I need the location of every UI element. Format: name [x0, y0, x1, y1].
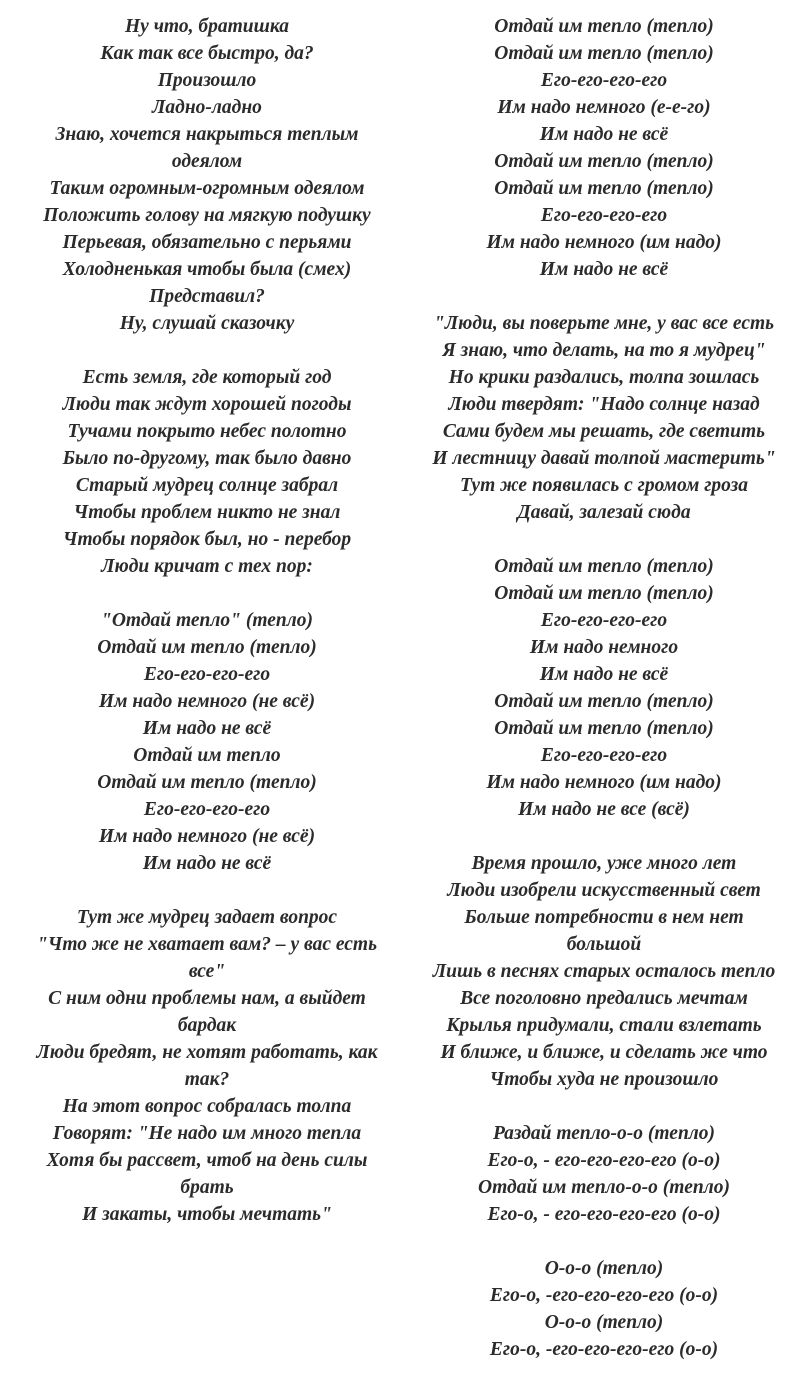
lyric-line: Отдай им тепло (тепло)	[494, 556, 714, 577]
lyric-line: Говорят: "Не надо им много тепла	[52, 1123, 362, 1144]
lyric-line: Сами будем мы решать, где светить	[442, 421, 766, 442]
lyric-line: Люди изобрели искусственный свет	[447, 880, 761, 901]
lyric-line: О-о-о (тепло)	[544, 1258, 664, 1279]
lyric-line: Произошло	[157, 70, 257, 91]
lyric-line: Как так все быстро, да?	[100, 43, 314, 64]
lyric-line: Отдай им тепло (тепло)	[494, 718, 714, 739]
lyric-line: Отдай им тепло (тепло)	[494, 583, 714, 604]
lyric-line: Его-его-его-его	[143, 799, 271, 820]
lyric-line: Им надо немного (им надо)	[486, 232, 722, 253]
lyric-line: И лестницу давай толпой мастерить"	[432, 448, 776, 469]
lyric-line: Было по-другому, так было давно	[62, 448, 352, 469]
stanza-break	[408, 823, 800, 850]
lyric-line: Его-его-его-его	[540, 70, 668, 91]
lyric-line: Тут же мудрец задает вопрос	[76, 907, 338, 928]
lyric-line: Отдай им тепло (тепло)	[97, 772, 317, 793]
lyric-line: Хотя бы рассвет, чтоб на день силы	[46, 1150, 368, 1171]
lyrics-column-right	[408, 13, 800, 1363]
lyric-line: Им надо не всё	[142, 718, 272, 739]
lyric-line: Им надо не всё	[142, 853, 272, 874]
lyric-line: И закаты, чтобы мечтать"	[82, 1204, 332, 1225]
lyric-line: брать	[180, 1177, 234, 1198]
lyric-line: О-о-о (тепло)	[544, 1312, 664, 1333]
lyric-line: Лишь в песнях старых осталось тепло	[432, 961, 776, 982]
stanza-break	[408, 1228, 800, 1255]
lyric-line: Больше потребности в нем нет	[464, 907, 744, 928]
lyric-line: Его-его-его-его	[540, 205, 668, 226]
lyric-line: Люди бредят, не хотят работать, как	[36, 1042, 378, 1063]
lyric-line: Ну что, братишка	[125, 16, 289, 37]
lyric-line: Тут же появилась с громом гроза	[459, 475, 748, 496]
lyric-line: Отдай им тепло (тепло)	[494, 16, 714, 37]
lyric-line: Его-его-его-его	[540, 610, 668, 631]
lyric-line: Ладно-ладно	[152, 97, 262, 118]
stanza-break	[12, 877, 402, 904]
lyric-line: Им надо немного	[529, 637, 679, 658]
lyric-line: все"	[188, 961, 226, 982]
lyric-line: Отдай им тепло	[133, 745, 281, 766]
lyric-line: Но крики раздались, толпа зошлась	[448, 367, 760, 388]
lyric-line: Давай, залезай сюда	[517, 502, 691, 523]
lyric-line: Отдай им тепло (тепло)	[494, 151, 714, 172]
lyric-line: Чтобы порядок был, но - перебор	[62, 529, 352, 550]
lyric-line: Его-о, -его-его-его-его (о-о)	[489, 1339, 719, 1360]
lyric-line: бардак	[177, 1015, 237, 1036]
lyric-line: Его-его-его-его	[143, 664, 271, 685]
lyric-line: Люди так ждут хорошей погоды	[62, 394, 352, 415]
lyric-line: Отдай им тепло-о-о (тепло)	[478, 1177, 730, 1198]
lyric-line: Им надо не всё	[539, 664, 669, 685]
lyric-line: одеялом	[171, 151, 243, 172]
lyric-line: Им надо не всё	[539, 124, 669, 145]
lyric-line: Люди твердят: "Надо солнце назад	[448, 394, 760, 415]
lyric-line: Крылья придумали, стали взлетать	[446, 1015, 762, 1036]
lyric-line: Знаю, хочется накрыться теплым	[55, 124, 359, 145]
lyric-line: Им надо немного (е-е-го)	[497, 97, 711, 118]
lyric-line: так?	[184, 1069, 230, 1090]
lyric-line: большой	[566, 934, 642, 955]
lyric-line: Таким огромным-огромным одеялом	[49, 178, 365, 199]
lyric-line: Ну, слушай сказочку	[119, 313, 295, 334]
lyric-line: Его-о, - его-его-его-его (о-о)	[487, 1150, 721, 1171]
stanza-break	[12, 580, 402, 607]
lyric-line: Им надо немного (не всё)	[98, 691, 316, 712]
lyric-line: И ближе, и ближе, и сделать же что	[440, 1042, 768, 1063]
stanza-break	[408, 1093, 800, 1120]
lyric-line: Его-его-его-его	[540, 745, 668, 766]
lyric-line: Чтобы худа не произошло	[489, 1069, 719, 1090]
lyric-line: Время прошло, уже много лет	[471, 853, 737, 874]
lyric-line: Все поголовно предались мечтам	[460, 988, 748, 1009]
stanza-break	[408, 526, 800, 553]
lyric-line: На этот вопрос собралась толпа	[62, 1096, 352, 1117]
lyric-line: Им надо не всё	[539, 259, 669, 280]
lyric-line: Им надо немного (не всё)	[98, 826, 316, 847]
lyric-line: "Что же не хватает вам? – у вас есть	[36, 934, 378, 955]
lyric-line: С ним одни проблемы нам, а выйдет	[48, 988, 366, 1009]
lyric-line: Раздай тепло-о-о (тепло)	[492, 1123, 716, 1144]
lyric-line: Его-о, - его-его-его-его (о-о)	[487, 1204, 721, 1225]
lyric-line: Положить голову на мягкую подушку	[43, 205, 371, 226]
lyric-line: Отдай им тепло (тепло)	[494, 43, 714, 64]
lyric-line: Отдай им тепло (тепло)	[494, 691, 714, 712]
lyric-line: Тучами покрыто небес полотно	[67, 421, 347, 442]
lyrics-column-left	[12, 13, 402, 1228]
lyric-line: Холодненькая чтобы была (смех)	[62, 259, 352, 280]
lyric-line: Я знаю, что делать, на то я мудрец"	[442, 340, 766, 361]
lyric-line: Отдай им тепло (тепло)	[494, 178, 714, 199]
lyric-line: Чтобы проблем никто не знал	[73, 502, 341, 523]
lyric-line: Им надо не все (всё)	[518, 799, 690, 820]
lyric-line: Перьевая, обязательно с перьями	[62, 232, 352, 253]
lyric-line: "Отдай тепло" (тепло)	[101, 610, 313, 631]
lyric-line: Есть земля, где который год	[82, 367, 332, 388]
lyric-line: "Люди, вы поверьте мне, у вас все есть	[433, 313, 775, 334]
lyric-line: Им надо немного (им надо)	[486, 772, 722, 793]
lyric-line: Старый мудрец солнце забрал	[75, 475, 339, 496]
stanza-break	[12, 337, 402, 364]
lyric-line: Отдай им тепло (тепло)	[97, 637, 317, 658]
lyric-line: Его-о, -его-его-его-его (о-о)	[489, 1285, 719, 1306]
lyric-line: Люди кричат с тех пор:	[101, 556, 313, 577]
lyric-line: Представил?	[149, 286, 265, 307]
stanza-break	[408, 283, 800, 310]
